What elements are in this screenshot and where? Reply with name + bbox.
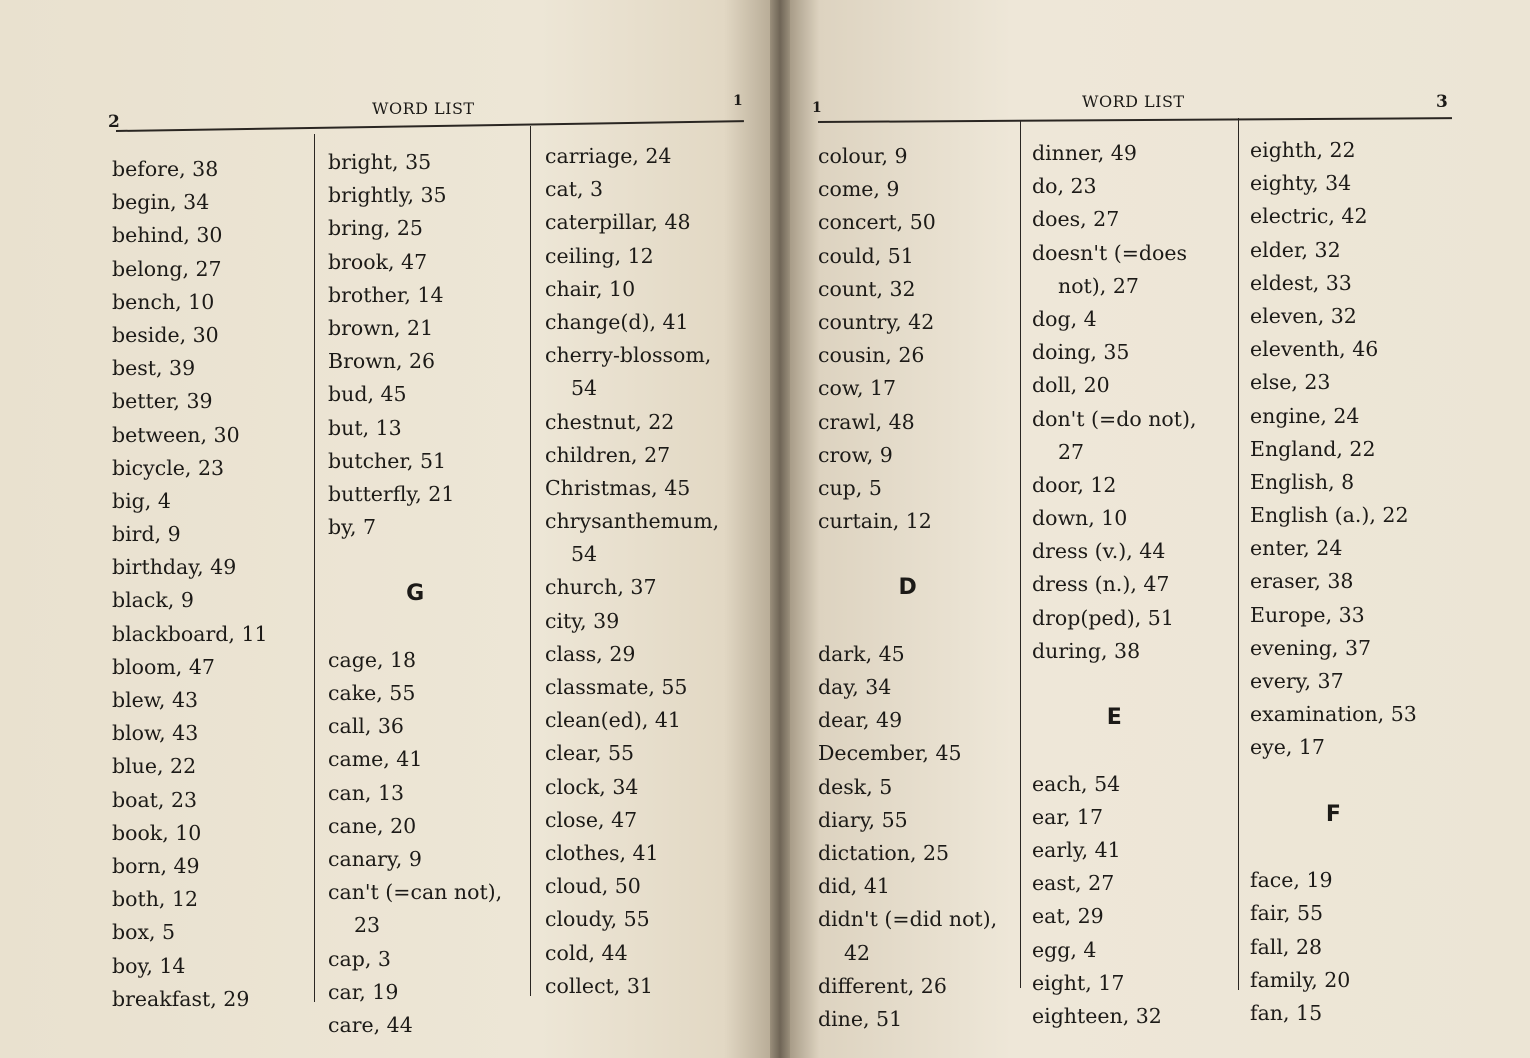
blank-line: [1032, 734, 1197, 767]
word-entry: black, 9: [112, 588, 194, 613]
word-entry: cold, 44: [545, 940, 628, 965]
word-entry: did, 41: [818, 874, 890, 899]
book-gutter: [770, 0, 790, 1058]
word-entry: dine, 51: [818, 1006, 903, 1031]
left-page-header: WORD LIST: [372, 99, 475, 118]
word-entry: children, 27: [545, 442, 671, 467]
word-entry: brother, 14: [328, 282, 444, 307]
word-entry: doll, 20: [1032, 373, 1110, 398]
word-entry: can't (=can not),: [328, 880, 503, 905]
section-letter: G: [406, 581, 425, 607]
word-entry: Brown, 26: [328, 349, 436, 374]
word-entry: care, 44: [328, 1012, 413, 1037]
word-entry: brown, 21: [328, 315, 434, 340]
word-entry: didn't (=did not),: [818, 907, 998, 932]
word-entry: city, 39: [545, 608, 620, 633]
word-entry: ceiling, 12: [545, 243, 654, 268]
word-entry: eye, 17: [1250, 735, 1325, 760]
word-entry: cloudy, 55: [545, 907, 650, 932]
word-entry: eighty, 34: [1250, 171, 1352, 196]
word-entry: classmate, 55: [545, 675, 688, 699]
right-column-1: [818, 140, 997, 1036]
word-entry: butterfly, 21: [328, 481, 455, 506]
left-column-2: [328, 146, 502, 1042]
right-page-number: 3: [1436, 92, 1448, 112]
word-entry: early, 41: [1032, 837, 1121, 862]
left-header-mark: 1: [733, 93, 743, 109]
right-header-mark: 1: [812, 100, 822, 116]
word-entry: call, 36: [328, 714, 404, 739]
word-entry: car, 19: [328, 979, 399, 1004]
left-column-1: [112, 153, 268, 1016]
section-letter: D: [898, 575, 917, 601]
word-entry: cup, 5: [818, 475, 882, 500]
word-entry: boat, 23: [112, 787, 198, 812]
word-entry: eleventh, 46: [1250, 337, 1379, 362]
word-entry: class, 29: [545, 641, 636, 666]
word-entry: examination, 53: [1250, 702, 1417, 727]
word-entry: chair, 10: [545, 276, 636, 301]
word-entry: eldest, 33: [1250, 270, 1352, 295]
word-entry-continuation: 23: [354, 913, 381, 938]
word-entry: colour, 9: [818, 144, 908, 168]
word-entry: fall, 28: [1250, 934, 1323, 959]
word-entry: breakfast, 29: [112, 986, 250, 1011]
word-entry: fair, 55: [1250, 901, 1324, 926]
word-entry: English, 8: [1250, 469, 1355, 494]
right-column-rule-1: [1020, 120, 1021, 988]
word-entry: down, 10: [1032, 506, 1128, 531]
word-entry: eight, 17: [1032, 970, 1125, 995]
word-entry: big, 4: [112, 488, 171, 513]
word-entry: electric, 42: [1250, 204, 1368, 229]
word-entry: cherry-blossom,: [545, 343, 712, 368]
word-entry: bird, 9: [112, 522, 181, 547]
word-entry: clothes, 41: [545, 840, 659, 865]
word-entry: different, 26: [818, 973, 947, 998]
word-entry: dark, 45: [818, 641, 905, 666]
word-entry: bud, 45: [328, 382, 407, 407]
word-entry-continuation: 54: [571, 542, 598, 567]
word-entry: country, 42: [818, 309, 935, 334]
word-entry: English (a.), 22: [1250, 503, 1409, 528]
blank-line: [818, 538, 997, 571]
word-entry: cousin, 26: [818, 343, 925, 368]
right-page: [790, 0, 1530, 1058]
word-entry: both, 12: [112, 887, 199, 912]
right-header-rule: [818, 117, 1452, 122]
right-page-header: WORD LIST: [1082, 92, 1185, 111]
word-entry: box, 5: [112, 920, 176, 945]
word-entry: behind, 30: [112, 223, 223, 248]
word-entry: dress (n.), 47: [1032, 572, 1170, 597]
word-entry: bench, 10: [112, 289, 215, 314]
word-entry: eleven, 32: [1250, 303, 1357, 328]
word-entry: egg, 4: [1032, 937, 1097, 962]
word-entry: doesn't (=does: [1032, 240, 1188, 265]
word-entry: Christmas, 45: [545, 475, 691, 500]
word-entry: crow, 9: [818, 442, 893, 467]
word-entry: face, 19: [1250, 868, 1333, 893]
word-entry: does, 27: [1032, 207, 1120, 232]
word-entry: bicycle, 23: [112, 455, 225, 480]
word-entry-continuation: 54: [571, 376, 598, 401]
word-entry: clock, 34: [545, 774, 639, 799]
word-entry: change(d), 41: [545, 309, 689, 334]
word-entry: dog, 4: [1032, 306, 1097, 331]
word-entry: desk, 5: [818, 774, 893, 799]
word-entry: dinner, 49: [1032, 141, 1137, 165]
word-entry: door, 12: [1032, 472, 1117, 497]
word-entry: came, 41: [328, 747, 423, 772]
word-entry: but, 13: [328, 415, 402, 440]
word-entry: caterpillar, 48: [545, 210, 691, 235]
word-entry: day, 34: [818, 675, 892, 699]
word-entry: blue, 22: [112, 754, 197, 779]
word-entry: diary, 55: [818, 807, 908, 832]
word-entry: cloud, 50: [545, 874, 641, 899]
blank-line: [818, 605, 997, 638]
blank-line: [1250, 831, 1417, 864]
word-entry: ear, 17: [1032, 804, 1104, 829]
right-column-2: [1032, 137, 1197, 1033]
word-entry: begin, 34: [112, 190, 210, 215]
section-letter: E: [1106, 705, 1122, 731]
blank-line: [328, 611, 502, 644]
word-entry: before, 38: [112, 157, 219, 181]
word-entry: crawl, 48: [818, 409, 915, 434]
word-entry: east, 27: [1032, 871, 1115, 896]
word-entry-continuation: 42: [844, 940, 871, 965]
word-entry: dictation, 25: [818, 840, 950, 865]
word-entry: can, 13: [328, 780, 405, 805]
word-entry: born, 49: [112, 853, 200, 878]
word-entry-continuation: not), 27: [1058, 273, 1139, 298]
section-letter: F: [1325, 801, 1341, 827]
word-entry: birthday, 49: [112, 555, 237, 580]
word-entry: church, 37: [545, 575, 657, 600]
word-entry: belong, 27: [112, 256, 222, 281]
word-entry: brook, 47: [328, 249, 428, 274]
word-entry: family, 20: [1250, 967, 1351, 992]
word-entry: blackboard, 11: [112, 621, 268, 646]
word-entry: cake, 55: [328, 681, 416, 705]
right-column-rule-2: [1238, 118, 1239, 990]
word-entry: cat, 3: [545, 177, 604, 202]
word-entry: canary, 9: [328, 846, 422, 871]
word-entry: bring, 25: [328, 216, 423, 241]
word-entry: could, 51: [818, 243, 914, 268]
word-entry: cow, 17: [818, 376, 897, 401]
word-entry: cage, 18: [328, 647, 417, 672]
left-column-3: [545, 140, 719, 1003]
left-page-number: 2: [108, 112, 120, 132]
word-entry: book, 10: [112, 820, 202, 845]
word-entry-continuation: 27: [1058, 439, 1085, 464]
word-entry: best, 39: [112, 356, 196, 381]
word-entry: bright, 35: [328, 150, 432, 174]
word-entry: Europe, 33: [1250, 602, 1365, 627]
word-entry: evening, 37: [1250, 635, 1372, 660]
left-header-rule: [116, 120, 744, 131]
word-entry: carriage, 24: [545, 144, 672, 168]
word-entry: drop(ped), 51: [1032, 605, 1174, 630]
left-column-rule-1: [314, 134, 315, 1002]
word-entry: chestnut, 22: [545, 409, 675, 434]
blank-line: [1032, 668, 1197, 701]
word-entry: beside, 30: [112, 322, 219, 347]
right-column-3: [1250, 134, 1417, 1030]
word-entry: elder, 32: [1250, 237, 1341, 262]
left-column-rule-2: [530, 126, 531, 996]
word-entry: dear, 49: [818, 708, 903, 733]
word-entry: clear, 55: [545, 741, 635, 766]
word-entry: brightly, 35: [328, 183, 447, 208]
word-entry: doing, 35: [1032, 340, 1130, 365]
word-entry: enter, 24: [1250, 536, 1343, 561]
word-entry: clean(ed), 41: [545, 708, 681, 733]
word-entry: every, 37: [1250, 669, 1344, 693]
word-entry: fan, 15: [1250, 1000, 1323, 1025]
word-entry: do, 23: [1032, 174, 1097, 199]
word-entry: by, 7: [328, 515, 377, 540]
word-entry: chrysanthemum,: [545, 509, 720, 534]
word-entry: better, 39: [112, 389, 213, 414]
blank-line: [328, 544, 502, 577]
word-entry: bloom, 47: [112, 654, 215, 679]
word-entry: collect, 31: [545, 973, 653, 998]
word-entry: boy, 14: [112, 953, 186, 978]
word-entry: come, 9: [818, 177, 900, 202]
word-entry: December, 45: [818, 741, 962, 766]
word-entry: cane, 20: [328, 813, 417, 838]
word-entry: England, 22: [1250, 436, 1376, 461]
word-entry: blow, 43: [112, 721, 199, 746]
word-entry: engine, 24: [1250, 403, 1360, 428]
word-entry: eat, 29: [1032, 904, 1104, 929]
word-entry: dress (v.), 44: [1032, 539, 1166, 564]
word-entry: eighth, 22: [1250, 138, 1356, 162]
word-entry: each, 54: [1032, 771, 1121, 796]
blank-line: [1250, 765, 1417, 798]
word-entry: count, 32: [818, 276, 916, 301]
word-entry: concert, 50: [818, 210, 936, 235]
word-entry: cap, 3: [328, 946, 391, 971]
word-entry: curtain, 12: [818, 509, 932, 534]
word-entry: don't (=do not),: [1032, 406, 1197, 431]
word-entry: else, 23: [1250, 370, 1331, 395]
word-entry: during, 38: [1032, 638, 1141, 663]
word-entry: between, 30: [112, 422, 240, 447]
word-entry: close, 47: [545, 807, 638, 832]
word-entry: butcher, 51: [328, 448, 447, 473]
word-entry: blew, 43: [112, 688, 199, 712]
word-entry: eighteen, 32: [1032, 1003, 1162, 1028]
word-entry: eraser, 38: [1250, 569, 1354, 594]
